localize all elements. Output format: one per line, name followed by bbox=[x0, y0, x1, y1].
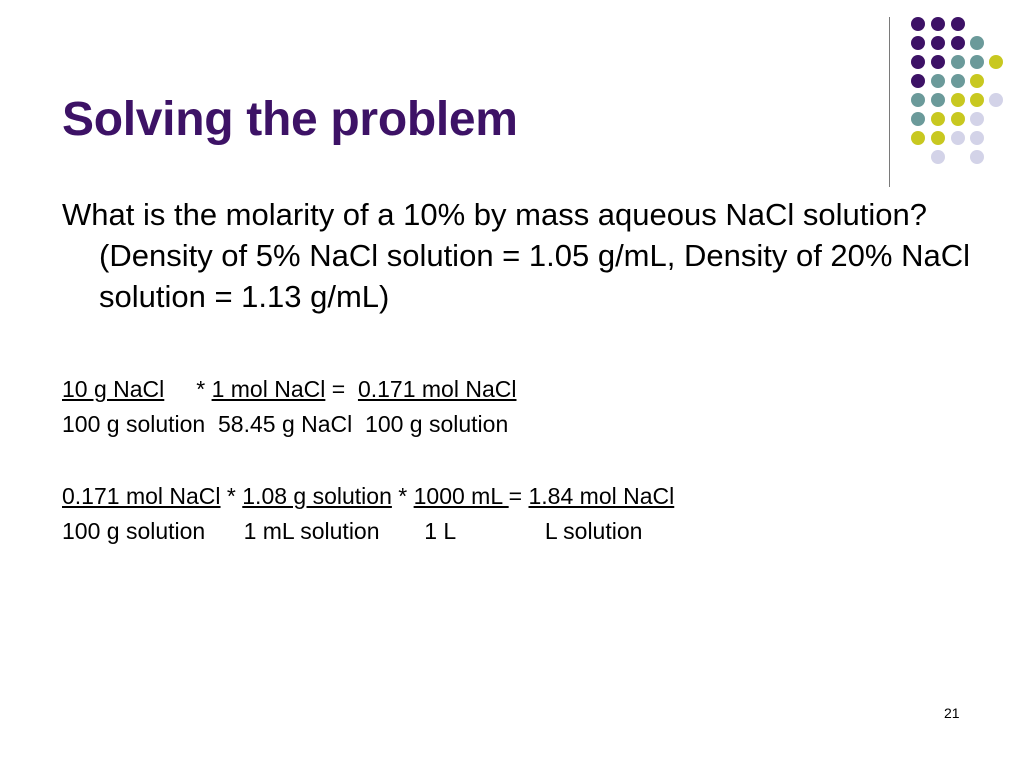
calc2-numerator-3: 1000 mL bbox=[413, 483, 509, 509]
grid-dot bbox=[970, 93, 984, 107]
grid-dot bbox=[970, 150, 984, 164]
calc1-denominator-line: 100 g solution 58.45 g NaCl 100 g solution bbox=[62, 411, 509, 437]
question-text: What is the molarity of a 10% by mass aqueous NaCl solution? (Density of 5% NaCl solution = 1.05 g/mL, Density of 20% NaCl solution = 1.13 g/mL) bbox=[62, 197, 970, 314]
calc2-operator-1: * bbox=[220, 483, 243, 509]
calc1-numerator-2: 1 mol NaCl bbox=[211, 376, 326, 402]
grid-dot bbox=[911, 93, 925, 107]
grid-dot bbox=[951, 131, 965, 145]
slide-number: 21 bbox=[944, 705, 960, 721]
grid-dot bbox=[911, 74, 925, 88]
calc2-denominator-line: 100 g solution 1 mL solution 1 L L solution bbox=[62, 518, 643, 544]
grid-dot bbox=[931, 74, 945, 88]
grid-dot bbox=[951, 112, 965, 126]
grid-dot bbox=[931, 112, 945, 126]
calc1-numerator-1: 10 g NaCl bbox=[62, 376, 165, 402]
grid-dot bbox=[931, 93, 945, 107]
grid-dot bbox=[989, 93, 1003, 107]
grid-dot bbox=[911, 55, 925, 69]
grid-dot bbox=[911, 36, 925, 50]
calc1-numerators bbox=[62, 375, 516, 403]
calc2-operator-3: = bbox=[508, 483, 529, 509]
grid-dot bbox=[989, 55, 1003, 69]
grid-dot bbox=[951, 17, 965, 31]
grid-dot bbox=[951, 36, 965, 50]
calc2-numerator-2: 1.08 g solution bbox=[242, 483, 392, 509]
calc1-operator-2: = bbox=[325, 376, 358, 402]
grid-dot bbox=[951, 55, 965, 69]
calc2-numerator-4: 1.84 mol NaCl bbox=[528, 483, 675, 509]
calc1-numerator-3: 0.171 mol NaCl bbox=[357, 376, 517, 402]
calc2-numerator-1: 0.171 mol NaCl bbox=[62, 483, 221, 509]
calc1-denominators bbox=[62, 410, 508, 438]
grid-dot bbox=[970, 55, 984, 69]
grid-dot bbox=[911, 17, 925, 31]
vertical-divider bbox=[889, 17, 890, 187]
grid-dot bbox=[931, 131, 945, 145]
grid-dot bbox=[970, 131, 984, 145]
grid-dot bbox=[931, 36, 945, 50]
grid-dot bbox=[970, 74, 984, 88]
grid-dot bbox=[931, 17, 945, 31]
grid-dot bbox=[970, 112, 984, 126]
grid-dot bbox=[911, 112, 925, 126]
grid-dot bbox=[911, 131, 925, 145]
calc2-numerators bbox=[62, 482, 674, 510]
calc2-operator-2: * bbox=[391, 483, 414, 509]
calc2-denominators bbox=[62, 517, 642, 545]
grid-dot bbox=[951, 93, 965, 107]
grid-dot bbox=[951, 74, 965, 88]
slide-title: Solving the problem bbox=[62, 93, 518, 146]
calc1-operator-1: * bbox=[164, 376, 212, 402]
grid-dot bbox=[970, 36, 984, 50]
grid-dot bbox=[931, 150, 945, 164]
grid-dot bbox=[931, 55, 945, 69]
